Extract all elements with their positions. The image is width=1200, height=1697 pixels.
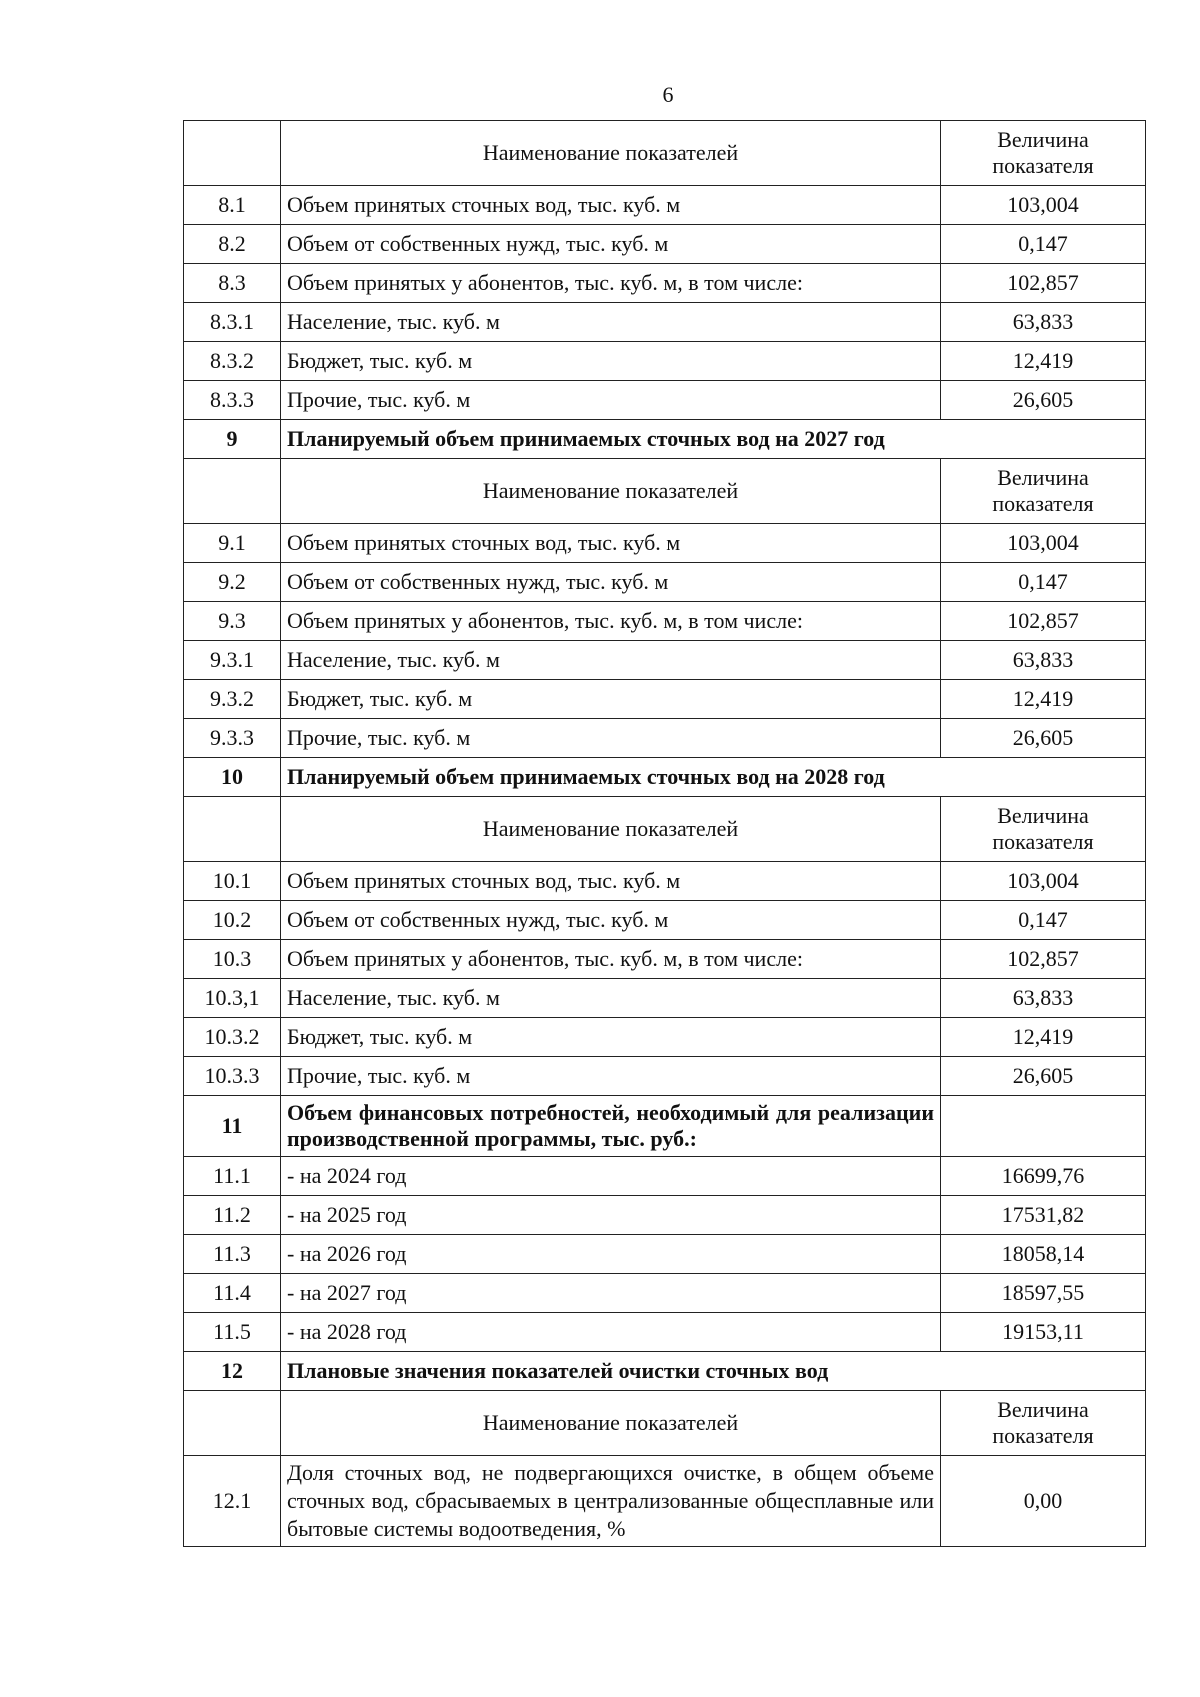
table-row <box>184 524 1146 563</box>
row-number: 9.3 <box>184 602 281 641</box>
row-value: 18597,55 <box>941 1274 1146 1313</box>
table-row <box>184 680 1146 719</box>
table-row <box>184 303 1146 342</box>
row-name: Прочие, тыс. куб. м <box>281 719 941 758</box>
header-number-cell <box>184 797 281 862</box>
row-number: 9.3.2 <box>184 680 281 719</box>
row-value: 103,004 <box>941 186 1146 225</box>
page-number: 6 <box>662 82 674 107</box>
row-number: 10.3.2 <box>184 1018 281 1057</box>
row-name: Население, тыс. куб. м <box>281 979 941 1018</box>
row-number: 8.1 <box>184 186 281 225</box>
indicators-table-body <box>184 121 1146 1547</box>
header-value-cell: Величина показателя <box>941 1391 1146 1456</box>
indicators-table <box>183 120 1146 1547</box>
row-name: Объем принятых сточных вод, тыс. куб. м <box>281 862 941 901</box>
table-header-row <box>184 459 1146 524</box>
table-row <box>184 1018 1146 1057</box>
row-name: - на 2027 год <box>281 1274 941 1313</box>
section-number: 10 <box>184 758 281 797</box>
row-value: 103,004 <box>941 524 1146 563</box>
row-name: Объем принятых у абонентов, тыс. куб. м, в том числе: <box>281 602 941 641</box>
table-row <box>184 1196 1146 1235</box>
row-number: 12.1 <box>184 1456 281 1547</box>
table-row <box>184 940 1146 979</box>
row-value: 19153,11 <box>941 1313 1146 1352</box>
row-value: 12,419 <box>941 680 1146 719</box>
row-value: 12,419 <box>941 342 1146 381</box>
table-row <box>184 719 1146 758</box>
table-row <box>184 186 1146 225</box>
section-row <box>184 1096 1146 1157</box>
row-value: 0,147 <box>941 901 1146 940</box>
row-name: Прочие, тыс. куб. м <box>281 1057 941 1096</box>
table-header-row <box>184 797 1146 862</box>
table-row <box>184 1274 1146 1313</box>
row-value: 26,605 <box>941 381 1146 420</box>
table-row <box>184 602 1146 641</box>
row-name: Объем принятых сточных вод, тыс. куб. м <box>281 524 941 563</box>
row-value: 102,857 <box>941 264 1146 303</box>
table-row <box>184 979 1146 1018</box>
section-row <box>184 758 1146 797</box>
row-number: 9.3.1 <box>184 641 281 680</box>
row-name: - на 2026 год <box>281 1235 941 1274</box>
row-value: 26,605 <box>941 719 1146 758</box>
row-number: 10.3 <box>184 940 281 979</box>
row-number: 11.1 <box>184 1157 281 1196</box>
section-row <box>184 1352 1146 1391</box>
row-number: 8.3.1 <box>184 303 281 342</box>
table-row <box>184 641 1146 680</box>
row-name: Бюджет, тыс. куб. м <box>281 680 941 719</box>
table-row <box>184 264 1146 303</box>
row-name: Объем принятых сточных вод, тыс. куб. м <box>281 186 941 225</box>
row-value: 0,147 <box>941 563 1146 602</box>
row-value: 18058,14 <box>941 1235 1146 1274</box>
header-name-cell: Наименование показателей <box>281 459 941 524</box>
row-number: 8.3.3 <box>184 381 281 420</box>
row-name: Население, тыс. куб. м <box>281 303 941 342</box>
table-row <box>184 1157 1146 1196</box>
table-row <box>184 1057 1146 1096</box>
section-number: 11 <box>184 1096 281 1157</box>
table-row <box>184 901 1146 940</box>
row-name: Объем от собственных нужд, тыс. куб. м <box>281 225 941 264</box>
row-value: 17531,82 <box>941 1196 1146 1235</box>
row-number: 11.5 <box>184 1313 281 1352</box>
row-number: 10.2 <box>184 901 281 940</box>
row-name: Объем принятых у абонентов, тыс. куб. м, в том числе: <box>281 264 941 303</box>
header-value-cell: Величина показателя <box>941 459 1146 524</box>
row-number: 11.3 <box>184 1235 281 1274</box>
row-number: 8.3.2 <box>184 342 281 381</box>
table-row <box>184 1235 1146 1274</box>
row-number: 9.3.3 <box>184 719 281 758</box>
row-number: 9.1 <box>184 524 281 563</box>
header-number-cell <box>184 121 281 186</box>
row-value: 102,857 <box>941 940 1146 979</box>
row-number: 9.2 <box>184 563 281 602</box>
row-value: 0,00 <box>941 1456 1146 1547</box>
section-title: Объем финансовых потребностей, необходимый для реализации производственной программы, тыс. руб.: <box>281 1096 941 1157</box>
table-header-row <box>184 121 1146 186</box>
section-title: Плановые значения показателей очистки сточных вод <box>281 1352 1146 1391</box>
row-name: Население, тыс. куб. м <box>281 641 941 680</box>
row-number: 8.2 <box>184 225 281 264</box>
table-row <box>184 381 1146 420</box>
row-value: 16699,76 <box>941 1157 1146 1196</box>
row-number: 10.3,1 <box>184 979 281 1018</box>
row-number: 10.3.3 <box>184 1057 281 1096</box>
row-name: - на 2028 год <box>281 1313 941 1352</box>
section-value <box>941 1096 1146 1157</box>
row-name: Бюджет, тыс. куб. м <box>281 342 941 381</box>
header-value-cell: Величина показателя <box>941 797 1146 862</box>
row-name: Объем от собственных нужд, тыс. куб. м <box>281 563 941 602</box>
row-number: 11.4 <box>184 1274 281 1313</box>
header-name-cell: Наименование показателей <box>281 1391 941 1456</box>
header-number-cell <box>184 1391 281 1456</box>
header-value-cell: Величина показателя <box>941 121 1146 186</box>
table-row <box>184 563 1146 602</box>
row-value: 12,419 <box>941 1018 1146 1057</box>
row-value: 63,833 <box>941 641 1146 680</box>
row-value: 63,833 <box>941 979 1146 1018</box>
row-name: Объем принятых у абонентов, тыс. куб. м, в том числе: <box>281 940 941 979</box>
row-value: 0,147 <box>941 225 1146 264</box>
section-row <box>184 420 1146 459</box>
row-name: - на 2025 год <box>281 1196 941 1235</box>
row-name: - на 2024 год <box>281 1157 941 1196</box>
header-name-cell: Наименование показателей <box>281 121 941 186</box>
row-value: 63,833 <box>941 303 1146 342</box>
row-name: Объем от собственных нужд, тыс. куб. м <box>281 901 941 940</box>
header-name-cell: Наименование показателей <box>281 797 941 862</box>
section-title: Планируемый объем принимаемых сточных вод на 2027 год <box>281 420 1146 459</box>
row-value: 26,605 <box>941 1057 1146 1096</box>
row-value: 102,857 <box>941 602 1146 641</box>
table-row <box>184 342 1146 381</box>
section-number: 12 <box>184 1352 281 1391</box>
row-number: 8.3 <box>184 264 281 303</box>
table-header-row <box>184 1391 1146 1456</box>
row-number: 11.2 <box>184 1196 281 1235</box>
row-name: Доля сточных вод, не подвергающихся очистке, в общем объеме сточных вод, сбрасываемых в централизованные общесплавные или бытовые системы водоотведения, % <box>281 1456 941 1547</box>
row-name: Прочие, тыс. куб. м <box>281 381 941 420</box>
row-name: Бюджет, тыс. куб. м <box>281 1018 941 1057</box>
table-row <box>184 1313 1146 1352</box>
table-row <box>184 225 1146 264</box>
header-number-cell <box>184 459 281 524</box>
table-row <box>184 862 1146 901</box>
row-value: 103,004 <box>941 862 1146 901</box>
table-row <box>184 1456 1146 1547</box>
section-title: Планируемый объем принимаемых сточных вод на 2028 год <box>281 758 1146 797</box>
row-number: 10.1 <box>184 862 281 901</box>
section-number: 9 <box>184 420 281 459</box>
